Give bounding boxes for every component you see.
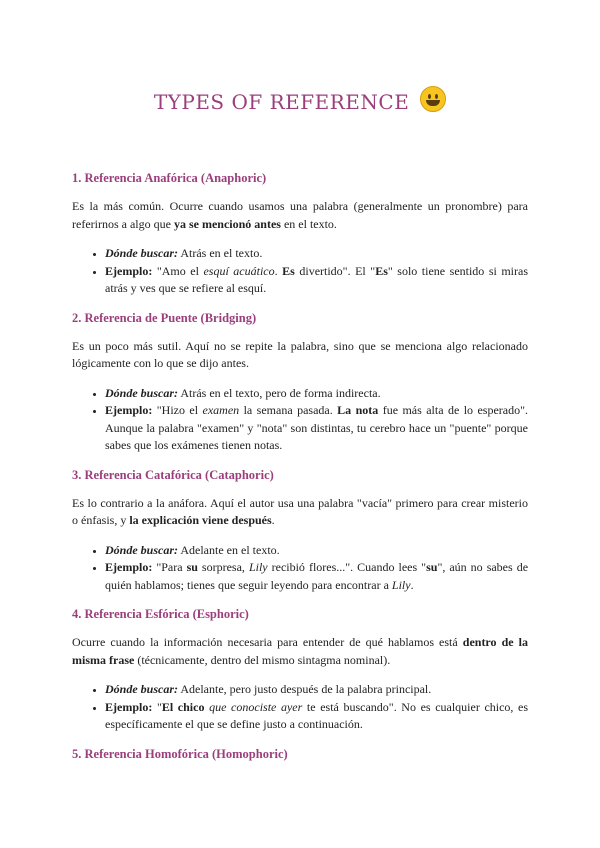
list-item-where: • Dónde buscar: Adelante, pero justo después de la palabra principal.: [105, 681, 528, 699]
section-esphoric: [72, 606, 528, 734]
section-bridging: [72, 310, 528, 455]
list-item-where: • Dónde buscar: Atrás en el texto, pero de forma indirecta.: [105, 385, 528, 403]
bullet-list: [72, 385, 528, 455]
list-item-example: • Ejemplo: "El chico que conociste ayer te está buscando". No es cualquier chico, es específicamente el que se define justo a continuación.: [105, 699, 528, 734]
document-body: [72, 170, 528, 774]
section-heading: 5. Referencia Homofórica (Homophoric): [72, 746, 288, 761]
section-intro: Es lo contrario a la anáfora. Aquí el autor usa una palabra "vacía" primero para crear misterio o énfasis, y la explicación viene después.: [72, 495, 528, 527]
list-item-example: • Ejemplo: "Amo el esquí acuático. Es divertido". El "Es" solo tiene sentido si miras atrás y ves que se refiere al esquí.: [105, 263, 528, 298]
section-homophoric: [72, 746, 528, 762]
section-cataphoric: [72, 467, 528, 595]
section-intro: Ocurre cuando la información necesaria para entender de qué hablamos está dentro de la misma frase (técnicamente, dentro del mismo sintagma nominal).: [72, 635, 528, 667]
smiling-face-icon: [420, 86, 446, 112]
section-heading: 4. Referencia Esfórica (Esphoric): [72, 607, 249, 621]
bullet-list: [72, 681, 528, 734]
section-intro: Es un poco más sutil. Aquí no se repite la palabra, sino que se menciona algo relacionado lógicamente con lo que se dijo antes.: [72, 338, 528, 370]
section-intro: Es la más común. Ocurre cuando usamos una palabra (generalmente un pronombre) para referirnos a algo que ya se mencionó antes en el texto.: [72, 199, 528, 231]
bullet-list: [72, 245, 528, 298]
bullet-list: [72, 542, 528, 595]
page-title-text: TYPES OF REFERENCE: [153, 90, 410, 114]
section-heading: 1. Referencia Anafórica (Anaphoric): [72, 171, 267, 185]
list-item-example: • Ejemplo: "Hizo el examen la semana pasada. La nota fue más alta de lo esperado". Aunque la palabra "examen" y "nota" son distintas, tu cerebro hace un "puente" porque sabes que los exámenes tienen notas.: [105, 402, 528, 455]
section-heading: 3. Referencia Catafórica (Cataphoric): [72, 467, 274, 482]
list-item-where: • Dónde buscar: Atrás en el texto.: [105, 245, 528, 263]
list-item-example: • Ejemplo: "Para su sorpresa, Lily recibió flores...". Cuando lees "su", aún no sabes de quién hablamos; tienes que seguir leyendo para encontrar a Lily.: [105, 559, 528, 594]
list-item-where: • Dónde buscar: Adelante en el texto.: [105, 542, 528, 560]
section-heading: 2. Referencia de Puente (Bridging): [72, 310, 257, 325]
section-anaphoric: [72, 170, 528, 298]
page-title: [0, 86, 600, 114]
